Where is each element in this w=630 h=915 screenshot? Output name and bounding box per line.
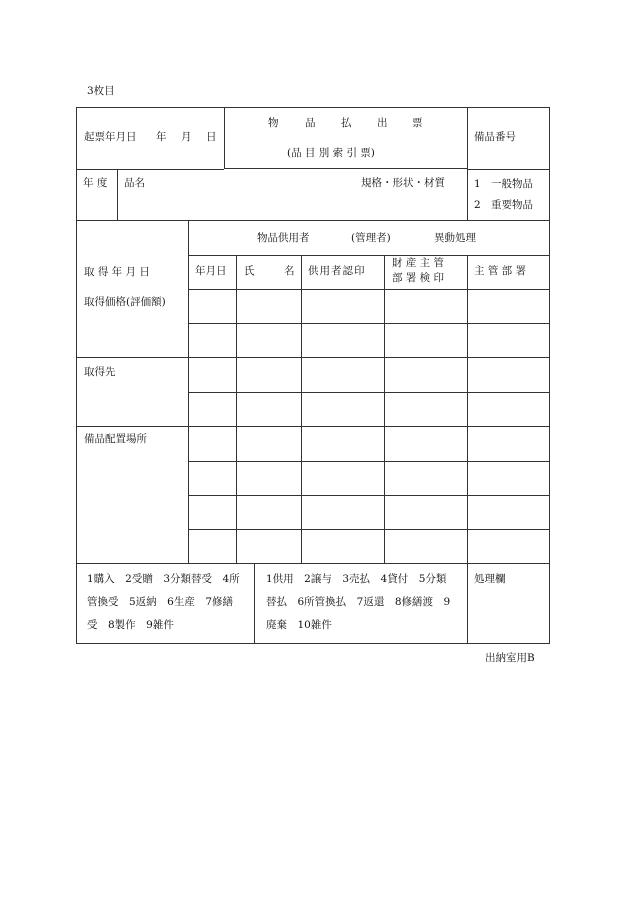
- category-1-number: 1: [474, 178, 481, 190]
- reason-codes-issue-line: 替払 6所管換払 7返還 8修繕渡 9: [266, 596, 451, 608]
- grid-row-line: [188, 495, 550, 496]
- equipment-number-bottom-border: [467, 169, 550, 170]
- title-char: 出: [377, 117, 388, 129]
- form-subtitle: (品 目 別 索 引 票): [287, 147, 375, 159]
- col-date-header: 年月日: [195, 265, 227, 277]
- processing-label: 処理欄: [474, 573, 506, 585]
- item-name-label: 品名: [124, 177, 145, 189]
- issue-date-bottom-border: [76, 169, 224, 170]
- col-property-header-1: 財 産 主 管: [392, 257, 445, 269]
- col-name-header-1: 氏: [244, 265, 255, 277]
- acquisition-price-label: 取得価格(評価額): [84, 296, 166, 308]
- grid-row-line: [188, 392, 550, 393]
- placement-label: 備品配置場所: [84, 433, 147, 445]
- supplier-label: 物品供用者: [257, 232, 310, 244]
- section-divider-price: [76, 357, 550, 358]
- title-bottom-border: [224, 168, 467, 169]
- col-property-header-2: 部 署 検 印: [392, 272, 445, 284]
- grid-header-bottom: [188, 289, 550, 290]
- title-char: 品: [305, 117, 316, 129]
- col-dept-header: 主 管 部 署: [474, 265, 527, 277]
- footer-label: 出納室用B: [485, 652, 535, 664]
- grid-row-line: [188, 529, 550, 530]
- reason-codes-receipt-line: 管換受 5返納 6生産 7修繕: [87, 596, 234, 608]
- title-char: 物: [268, 117, 279, 129]
- issue-day-label: 日: [206, 131, 217, 143]
- grid-col-line: [384, 255, 385, 563]
- manager-label: (管理者): [351, 232, 391, 244]
- reason-codes-issue-line: 廃棄 10雑件: [266, 619, 332, 631]
- reason-codes-divider: [254, 563, 255, 643]
- title-char: 票: [412, 117, 423, 129]
- issue-year-label: 年: [156, 131, 167, 143]
- issue-date-right-border: [224, 107, 225, 169]
- table-left-border: [76, 107, 77, 644]
- processing-divider: [467, 563, 468, 643]
- transfer-label: 異動処理: [434, 232, 476, 244]
- equipment-number-label: 備品番号: [474, 131, 516, 143]
- grid-row-line: [188, 461, 550, 462]
- fiscal-year-label: 年 度: [83, 177, 108, 189]
- section-divider-from: [76, 426, 550, 427]
- spec-label: 規格・形状・材質: [361, 177, 445, 189]
- category-1-label: 一般物品: [491, 178, 533, 190]
- item-row-bottom-border: [76, 220, 550, 221]
- reason-codes-issue-line: 1供用 2譲与 3売払 4貸付 5分類: [266, 573, 447, 585]
- grid-left-border: [188, 220, 189, 563]
- equipment-number-left-border: [467, 107, 468, 220]
- grid-header-divider: [188, 255, 550, 256]
- fiscal-year-right-border: [117, 169, 118, 220]
- issue-date-label: 起票年月日: [84, 131, 137, 143]
- reason-codes-receipt-line: 1購入 2受贈 3分類替受 4所: [87, 573, 240, 585]
- grid-bottom-border: [76, 563, 550, 564]
- acquired-from-label: 取得先: [84, 366, 116, 378]
- title-char: 払: [341, 117, 352, 129]
- grid-col-line: [467, 255, 468, 563]
- sheet-label: 3枚目: [87, 85, 115, 97]
- acquisition-date-label: 取 得 年 月 日: [84, 266, 150, 278]
- col-user-seal-header: 供用者認印: [308, 265, 366, 277]
- category-2-number: 2: [474, 199, 481, 211]
- category-2-label: 重要物品: [491, 199, 533, 211]
- table-top-border: [76, 107, 550, 108]
- table-right-border: [549, 107, 550, 644]
- reason-codes-receipt-line: 受 8製作 9雑件: [87, 619, 174, 631]
- issue-month-label: 月: [181, 131, 192, 143]
- grid-col-line: [236, 255, 237, 563]
- table-bottom-border: [76, 643, 550, 644]
- grid-col-line: [301, 255, 302, 563]
- grid-row-line: [188, 323, 550, 324]
- col-name-header-2: 名: [284, 265, 295, 277]
